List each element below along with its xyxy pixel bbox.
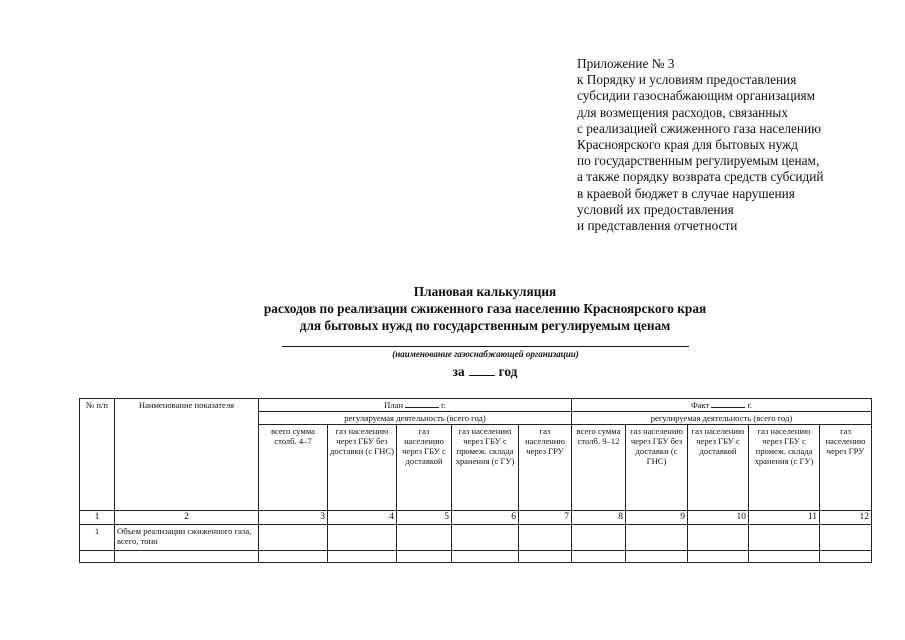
organization-caption: (наименование газоснабжающей организации) bbox=[392, 349, 579, 359]
table-cell[interactable] bbox=[259, 525, 328, 551]
table-row bbox=[80, 525, 872, 551]
plan-col-gbu-no-delivery: газ населению через ГБУ без доставки (с ГНС) bbox=[328, 425, 397, 511]
appendix-line: а также порядку возврата средств субсидий bbox=[577, 169, 824, 185]
table-cell[interactable] bbox=[328, 525, 397, 551]
col-number: 1 bbox=[80, 511, 115, 525]
fact-col-gbu-delivery: газ населению через ГБУ с доставкой bbox=[688, 425, 749, 511]
appendix-line: Приложение № 3 bbox=[577, 56, 675, 71]
title-line-1: Плановая калькуляция bbox=[413, 284, 557, 299]
period-prefix: за bbox=[452, 364, 465, 379]
row-num: 1 bbox=[80, 525, 115, 551]
calculation-table bbox=[79, 398, 872, 563]
col-number: 7 bbox=[519, 511, 572, 525]
fact-col-gbu-no-delivery: газ населению через ГБУ без доставки (с ГНС) bbox=[626, 425, 688, 511]
fact-col-total: всего сумма столб. 9–12 bbox=[572, 425, 626, 511]
table-row bbox=[80, 551, 872, 563]
plan-col-gbu-delivery: газ населению через ГБУ с доставкой bbox=[397, 425, 452, 511]
period-line bbox=[0, 364, 905, 380]
col-number: 8 bbox=[572, 511, 626, 525]
table-cell[interactable] bbox=[259, 551, 328, 563]
appendix-line: субсидии газоснабжающим организациям bbox=[577, 88, 816, 104]
table-cell[interactable] bbox=[80, 551, 115, 563]
table-cell[interactable] bbox=[820, 551, 872, 563]
header-plan: План г. bbox=[259, 399, 572, 412]
table-cell[interactable] bbox=[519, 551, 572, 563]
period-suffix: год bbox=[498, 364, 518, 379]
appendix-line: с реализацией сжиженного газа населению bbox=[577, 120, 822, 136]
table-cell[interactable] bbox=[688, 525, 749, 551]
plan-col-total: всего сумма столб. 4–7 bbox=[259, 425, 328, 511]
table-cell[interactable] bbox=[820, 525, 872, 551]
col-number: 2 bbox=[115, 511, 259, 525]
col-number: 9 bbox=[626, 511, 688, 525]
col-number: 12 bbox=[820, 511, 872, 525]
plan-col-gru: газ населению через ГРУ bbox=[519, 425, 572, 511]
fact-col-gru: газ населению через ГРУ bbox=[820, 425, 872, 511]
row-name: Объем реализации сжиженного газа, всего, тонн bbox=[115, 525, 259, 551]
table-cell[interactable] bbox=[626, 551, 688, 563]
table-cell[interactable] bbox=[626, 525, 688, 551]
appendix-line: и представления отчетности bbox=[577, 218, 738, 234]
header-fact-regulated: регулируемая деятельность (всего год) bbox=[572, 412, 872, 425]
title-line-2: расходов по реализации сжиженного газа населению Красноярского края bbox=[263, 300, 707, 316]
table-cell[interactable] bbox=[397, 525, 452, 551]
appendix-line: для возмещения расходов, связанных bbox=[577, 104, 788, 120]
table-cell[interactable] bbox=[572, 551, 626, 563]
plan-col-gbu-storage: газ населению через ГБУ с промеж. склада хранения (с ГУ) bbox=[452, 425, 519, 511]
table-cell[interactable] bbox=[749, 551, 820, 563]
header-plan-regulated: регулируемая деятельность (всего год) bbox=[259, 412, 572, 425]
appendix-line: к Порядку и условиям предоставления bbox=[577, 72, 797, 88]
col-number: 6 bbox=[452, 511, 519, 525]
table-cell[interactable] bbox=[452, 551, 519, 563]
header-name: Наименование показателя bbox=[115, 399, 259, 511]
col-number: 5 bbox=[397, 511, 452, 525]
fact-col-gbu-storage: газ населению через ГБУ с промеж. склада хранения (с ГУ) bbox=[749, 425, 820, 511]
organization-name-line[interactable] bbox=[282, 346, 689, 347]
table-cell[interactable] bbox=[397, 551, 452, 563]
document-title bbox=[0, 284, 905, 334]
appendix-line: по государственным регулируемым ценам, bbox=[577, 153, 820, 169]
table-cell[interactable] bbox=[749, 525, 820, 551]
col-number: 4 bbox=[328, 511, 397, 525]
appendix-line: условий их предоставления bbox=[577, 201, 734, 217]
table-cell[interactable] bbox=[572, 525, 626, 551]
col-number: 3 bbox=[259, 511, 328, 525]
appendix-line: Красноярского края для бытовых нужд bbox=[577, 137, 799, 153]
appendix-block bbox=[577, 56, 897, 234]
appendix-line: в краевой бюджет в случае нарушения bbox=[577, 185, 795, 201]
year-blank[interactable] bbox=[469, 365, 495, 376]
title-line-3: для бытовых нужд по государственным регулируемым ценам bbox=[299, 317, 671, 333]
table-cell[interactable] bbox=[688, 551, 749, 563]
col-number: 10 bbox=[688, 511, 749, 525]
table-cell[interactable] bbox=[328, 551, 397, 563]
table-cell[interactable] bbox=[519, 525, 572, 551]
table-cell[interactable] bbox=[452, 525, 519, 551]
col-number: 11 bbox=[749, 511, 820, 525]
table-cell[interactable] bbox=[115, 551, 259, 563]
header-num: № п/п bbox=[80, 399, 115, 511]
header-fact: Факт г. bbox=[572, 399, 872, 412]
